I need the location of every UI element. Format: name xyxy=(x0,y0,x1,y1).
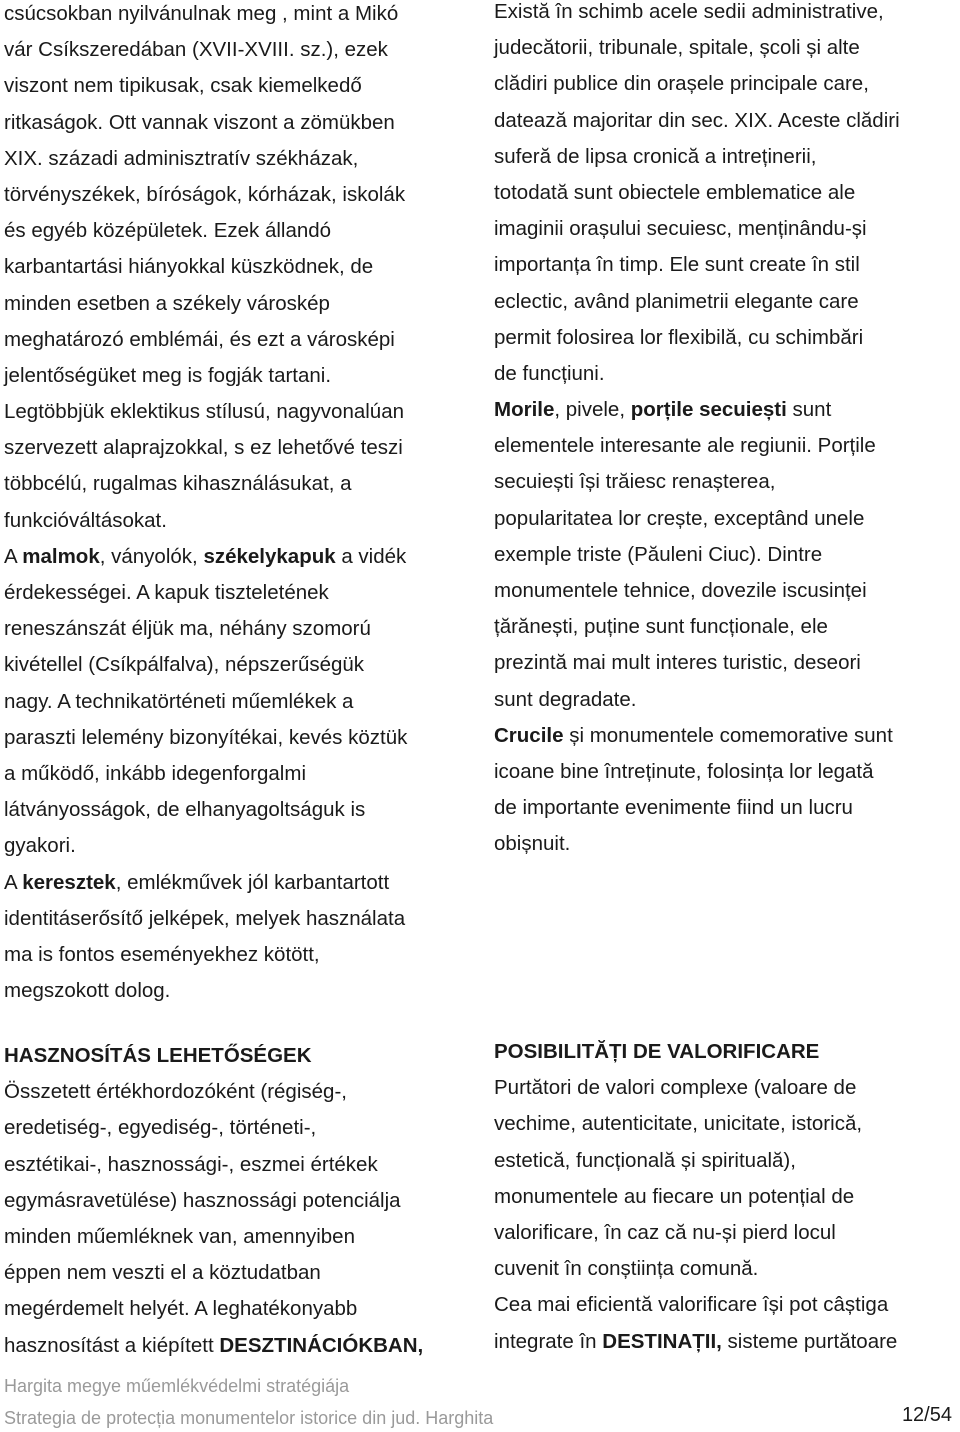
section-heading: POSIBILITĂȚI DE VALORIFICARE xyxy=(494,1040,820,1063)
right-section-valorificare xyxy=(494,1034,897,1360)
text-line-crucile: Crucile și monumentele comemorative sunt xyxy=(494,723,893,747)
footer-title-ro: Strategia de protecția monumentelor istorice din jud. Harghita xyxy=(4,1408,494,1428)
text-line-keresztek: A keresztek, emlékművek jól karbantartott xyxy=(4,870,390,894)
text-line: szervezett alaprajzokkal, s ez lehetővé teszi xyxy=(4,436,403,460)
text-line: de funcțiuni. xyxy=(494,361,605,385)
text-line: obișnuit. xyxy=(494,832,571,856)
text-line: importanța în timp. Ele sunt create în stil xyxy=(494,253,860,277)
text-line: suferă de lipsa cronică a intreținerii, xyxy=(494,144,817,168)
text-line: törvényszékek, bíróságok, kórházak, iskolák xyxy=(4,182,406,206)
section-heading: HASZNOSÍTÁS LEHETŐSÉGEK xyxy=(4,1044,312,1067)
text-line: sunt degradate. xyxy=(494,687,637,711)
text-line: clădiri publice din orașele principale care, xyxy=(494,72,869,96)
text-line-malmok: A malmok, ványolók, székelykapuk a vidék xyxy=(4,544,407,568)
text-line: ritkaságok. Ott vannak viszont a zömükben xyxy=(4,110,395,134)
text-line-morile: Morile, pivele, porțile secuiești sunt xyxy=(494,398,832,422)
text-line: totodată sunt obiectele emblematice ale xyxy=(494,180,856,204)
text-line: țărănești, puține sunt funcționale, ele xyxy=(494,615,828,639)
text-line: secuiești își trăiesc renașterea, xyxy=(494,470,776,494)
text-line: permit folosirea lor flexibilă, cu schimbări xyxy=(494,325,864,349)
text-line: Összetett értékhordozóként (régiség-, xyxy=(4,1080,347,1104)
text-line: judecătorii, tribunale, spitale, școli și alte xyxy=(494,36,860,60)
text-line: exemple triste (Păuleni Ciuc). Dintre xyxy=(494,542,823,566)
text-line: imaginii orașului secuiesc, menținându-și xyxy=(494,217,867,241)
text-line: minden esetben a székely városkép xyxy=(4,291,330,315)
text-line: paraszti lelemény bizonyítékai, kevés köztük xyxy=(4,725,408,749)
text-line: egymásravetülése) hasznossági potenciálja xyxy=(4,1188,401,1212)
text-line: gyakori. xyxy=(4,834,76,858)
text-line-desztinaciok: hasznosítást a kiépített DESZTINÁCIÓKBAN, xyxy=(4,1333,424,1357)
text-line: megszokott dolog. xyxy=(4,979,171,1003)
text-line: éppen nem veszti el a köztudatban xyxy=(4,1261,321,1285)
text-line: vár Csíkszeredában (XVII-XVIII. sz.), ezek xyxy=(4,38,388,62)
text-line: meghatározó emblémái, és ezt a városképi xyxy=(4,327,395,351)
text-line: monumentele au fiecare un potențial de xyxy=(494,1184,855,1208)
text-line: cuvenit în conștiința comună. xyxy=(494,1257,759,1281)
text-line: monumentele tehnice, dovezile iscusinței xyxy=(494,579,867,602)
text-line: viszont nem tipikusak, csak kiemelkedő xyxy=(4,74,362,98)
text-line: nagy. A technikatörténeti műemlékek a xyxy=(4,689,354,713)
text-line: és egyéb középületek. Ezek állandó xyxy=(4,219,332,243)
text-line: Purtători de valori complexe (valoare de xyxy=(494,1076,857,1100)
text-line: jelentőségüket meg is fogják tartani. xyxy=(4,363,332,387)
left-section-hasznositas xyxy=(4,1038,423,1364)
text-line: esztétikai-, hasznossági-, eszmei értékek xyxy=(4,1152,378,1176)
text-line: estetică, funcțională și spirituală), xyxy=(494,1148,796,1172)
text-line-destinatii: integrate în DESTINAȚII, sisteme purtătoare xyxy=(494,1329,898,1353)
text-line: XIX. századi adminisztratív székházak, xyxy=(4,146,359,170)
text-line: eclectic, având planimetrii elegante care xyxy=(494,289,859,313)
text-line: Cea mai eficientă valorificare își pot câștiga xyxy=(494,1293,889,1317)
text-line: ma is fontos eseményekhez kötött, xyxy=(4,942,320,966)
text-line: prezintă mai mult interes turistic, deseori xyxy=(494,651,861,675)
text-line: popularitatea lor crește, exceptând unele xyxy=(494,506,865,530)
text-line: érdekességei. A kapuk tiszteletének xyxy=(4,581,329,604)
text-line: karbantartási hiányokkal küszködnek, de xyxy=(4,255,374,279)
right-paragraph-1 xyxy=(494,0,900,863)
text-line: de importante evenimente fiind un lucru xyxy=(494,796,853,820)
text-line: kivétellel (Csíkpálfalva), népszerűségük xyxy=(4,653,365,677)
text-line: többcélú, rugalmas kihasználásukat, a xyxy=(4,472,352,496)
text-line: látványosságok, de elhanyagoltságuk is xyxy=(4,798,366,822)
text-line: a működő, inkább idegenforgalmi xyxy=(4,761,306,785)
page-number: 12/54 xyxy=(901,1404,952,1426)
text-line: minden műemléknek van, amennyiben xyxy=(4,1224,355,1248)
text-line: csúcsokban nyilvánulnak meg , mint a Mikó xyxy=(4,2,399,25)
text-line: elementele interesante ale regiunii. Porțile xyxy=(494,434,876,458)
footer-title-hu: Hargita megye műemlékvédelmi stratégiája xyxy=(4,1376,350,1396)
text-line: identitáserősítő jelképek, melyek használata xyxy=(4,906,406,930)
text-line: Legtöbbjük eklektikus stílusú, nagyvonalúan xyxy=(4,400,405,424)
text-line: icoane bine întreținute, folosința lor legată xyxy=(494,759,874,783)
text-line: Există în schimb acele sedii administrative, xyxy=(494,0,884,23)
text-line: megérdemelt helyét. A leghatékonyabb xyxy=(4,1297,358,1321)
text-line: datează majoritar din sec. XIX. Aceste clădiri xyxy=(494,108,900,132)
text-line: reneszánszát éljük ma, néhány szomorú xyxy=(4,617,371,641)
text-line: vechime, autenticitate, unicitate, istorică, xyxy=(494,1112,863,1136)
text-line: funkcióváltásokat. xyxy=(4,508,167,532)
text-line: eredetiség-, egyediség-, történeti-, xyxy=(4,1116,317,1140)
left-paragraph-1 xyxy=(4,0,407,1009)
text-line: valorificare, în caz că nu-și pierd locul xyxy=(494,1220,836,1244)
